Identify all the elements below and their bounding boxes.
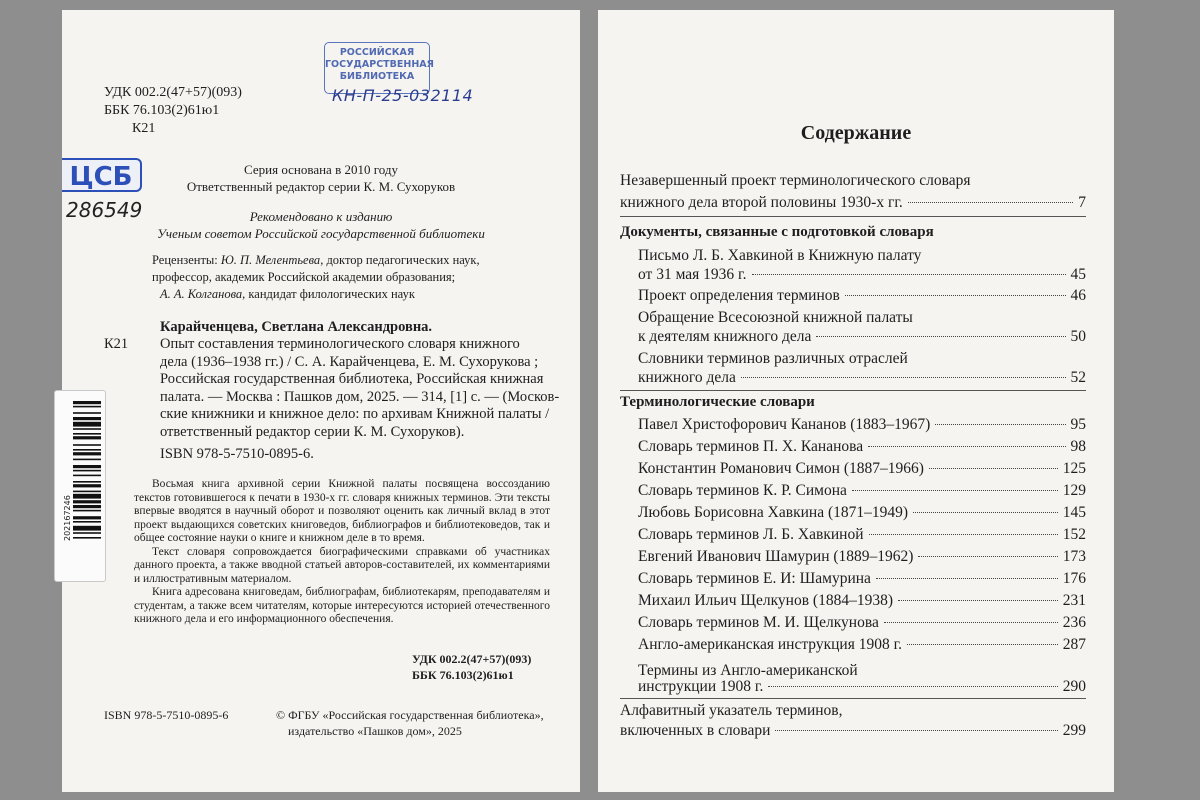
reviewer-2-name: А. А. Колганова (160, 287, 243, 301)
udk-code: УДК 002.2(47+57)(093) (104, 85, 242, 100)
toc-page: 98 (1070, 438, 1086, 455)
toc-page: 176 (1062, 570, 1086, 587)
toc-entry-index-line2 (620, 721, 1086, 740)
dot-leader (907, 644, 1058, 645)
dot-leader (816, 336, 1065, 337)
dot-leader (908, 202, 1073, 203)
reviewer-2 (160, 286, 415, 302)
toc-page: 46 (1070, 287, 1086, 304)
toc-page: 287 (1062, 636, 1086, 653)
dot-leader (752, 274, 1066, 275)
toc-entry (638, 591, 1086, 610)
toc-page: 152 (1062, 526, 1086, 543)
entry-line: Опыт составления терминологического словаря книжного (160, 336, 520, 352)
toc-entry: Термины из Англо-американской (638, 662, 858, 679)
annotation-paragraph: Книга адресована книговедам, библиографам, библиотекарям, преподавателям и студентам, а также всем читателям, которые интересуются историей отечественного книжного дела и его информационного обеспечения. (134, 586, 550, 625)
isbn-main: ISBN 978-5-7510-0895-6. (160, 446, 314, 462)
reviewer-1-title: , доктор педагогических наук, (320, 253, 480, 267)
divider (620, 390, 1086, 391)
dot-leader (852, 490, 1058, 491)
entry-line: палата. — Москва : Пашков дом, 2025. — 314, [1] с. — (Москов- (160, 388, 560, 405)
toc-title: Проект определения терминов (638, 287, 840, 304)
dot-leader (884, 622, 1058, 623)
annotation-paragraph: Текст словаря сопровождается биографическими справками об участниках данного проекта, а также вводной статьей авторов-составителей, их комментариями и иллюстративным материалом. (134, 545, 550, 585)
dot-leader (741, 377, 1066, 378)
toc-title: к деятелям книжного дела (638, 328, 812, 345)
barcode-icon (55, 391, 107, 583)
barcode-number: 202167246 (63, 495, 72, 541)
toc-page: 52 (1070, 369, 1086, 386)
reviewers-prefix: Рецензенты: (152, 253, 221, 267)
toc-title: книжного дела второй половины 1930-х гг. (620, 194, 903, 211)
toc-entry (638, 677, 1086, 696)
dot-leader (929, 468, 1058, 469)
dot-leader (775, 730, 1057, 731)
toc-page: 50 (1070, 328, 1086, 345)
left-page (62, 10, 580, 792)
entry-line: дела (1936–1938 гг.) / С. А. Карайченцева, Е. М. Сухорукова ; (160, 353, 539, 370)
series-founded: Серия основана в 2010 году (244, 162, 398, 177)
inventory-number: КН-П-25-032114 (332, 86, 474, 105)
toc-section-documents: Документы, связанные с подготовкой словаря (620, 224, 934, 240)
dot-leader (869, 534, 1058, 535)
udk-bottom: УДК 002.2(47+57)(093) (412, 652, 532, 666)
csb-stamp: ЦСБ (62, 158, 142, 192)
toc-title: Словарь терминов Е. И: Шамурина (638, 570, 871, 587)
toc-entry: Письмо Л. Б. Хавкиной в Книжную палату (638, 247, 922, 264)
toc-page: 45 (1070, 266, 1086, 283)
toc-title: Словарь терминов М. И. Щелкунова (638, 614, 879, 631)
isbn-bottom: ISBN 978-5-7510-0895-6 (104, 708, 229, 722)
reviewer-1-name: Ю. П. Мелентьева (220, 253, 321, 267)
toc-title: Евгений Иванович Шамурин (1889–1962) (638, 548, 914, 565)
entry-line: Российская государственная библиотека, Российская книжная (160, 371, 544, 387)
stamp-line: ГОСУДАРСТВЕННАЯ (325, 59, 434, 70)
toc-entry (638, 265, 1086, 284)
reviewer-1-line2: профессор, академик Российской академии образования; (152, 270, 456, 284)
toc-entry (638, 459, 1086, 478)
toc-page: 125 (1062, 460, 1086, 477)
toc-entry (638, 613, 1086, 632)
toc-title: Словарь терминов П. Х. Кананова (638, 438, 864, 455)
toc-page: 173 (1062, 548, 1086, 565)
toc-entry (638, 503, 1086, 522)
toc-page: 236 (1062, 614, 1086, 631)
toc-entry-index: Алфавитный указатель терминов, (620, 702, 843, 719)
divider (620, 216, 1086, 217)
toc-page: 7 (1078, 194, 1086, 211)
csb-number: 286549 (66, 198, 143, 222)
toc-entry (638, 286, 1086, 305)
toc-entry (638, 327, 1086, 346)
toc-page: 290 (1062, 678, 1086, 695)
stamp-line: БИБЛИОТЕКА (339, 71, 415, 82)
toc-page: 129 (1062, 482, 1086, 499)
dot-leader (918, 556, 1057, 557)
toc-page: 95 (1070, 416, 1086, 433)
copyright-line: издательство «Пашков дом», 2025 (288, 724, 462, 738)
right-page (598, 10, 1114, 792)
toc-heading: Содержание (800, 122, 912, 144)
copyright-line: © ФГБУ «Российская государственная библиотека», (276, 708, 544, 722)
stamp-line: РОССИЙСКАЯ (339, 47, 415, 58)
toc-title: книжного дела (638, 369, 736, 386)
toc-entry (638, 415, 1086, 434)
toc-title: Любовь Борисовна Хавкина (1871–1949) (638, 504, 909, 521)
annotation-paragraph: Восьмая книга архивной серии Книжной палаты посвящена воссозданию текстов готовившегося к печати в 1930-х гг. словаря книжных терминов. Эти тексты впервые вводятся в научный оборот и позволяют оценить как личный вклад в этот проект выдающихся советских книговедов, библиографов и библиотековедов, так и общее состояние науки о книге и книжном деле в то время. (134, 478, 550, 544)
entry-author: Карайченцева, Светлана Александровна. (160, 319, 433, 335)
toc-title: Словарь терминов Л. Б. Хавкиной (638, 526, 864, 543)
toc-entry (638, 569, 1086, 588)
toc-entry: Обращение Всесоюзной книжной палаты (638, 309, 913, 326)
dot-leader (845, 295, 1066, 296)
toc-section-dictionaries: Терминологические словари (620, 394, 815, 410)
dot-leader (935, 424, 1065, 425)
toc-entry-intro: Незавершенный проект терминологического словаря (620, 172, 971, 189)
entry-line: ответственный редактор серии К. М. Сухоруков). (160, 423, 465, 440)
bbk-code: ББК 76.103(2)61ю1 (104, 103, 220, 118)
reviewer-2-title: , кандидат филологических наук (242, 287, 415, 301)
recommended-by: Ученым советом Российской государственной библиотеки (157, 226, 485, 241)
toc-title: инструкции 1908 г. (638, 678, 764, 695)
entry-line: ские книжники и книжное дело: по архивам Книжной палаты / (160, 406, 550, 422)
toc-title: включенных в словари (620, 722, 771, 739)
barcode-sticker (54, 390, 106, 582)
toc-title: Павел Христофорович Кананов (1883–1967) (638, 416, 931, 433)
toc-entry (638, 437, 1086, 456)
series-editor: Ответственный редактор серии К. М. Сухоруков (186, 179, 456, 194)
toc-entry (638, 635, 1086, 654)
toc-title: Англо-американская инструкция 1908 г. (638, 636, 903, 653)
toc-title: Михаил Ильич Щелкунов (1884–1938) (638, 592, 893, 609)
dot-leader (876, 578, 1058, 579)
dot-leader (898, 600, 1058, 601)
entry-mark: К21 (104, 336, 129, 352)
toc-page: 231 (1062, 592, 1086, 609)
bbk-bottom: ББК 76.103(2)61ю1 (412, 668, 514, 682)
toc-title: от 31 мая 1936 г. (638, 266, 747, 283)
toc-page: 299 (1062, 722, 1086, 739)
toc-entry (638, 368, 1086, 387)
author-mark: К21 (132, 121, 156, 136)
toc-title: Константин Романович Симон (1887–1966) (638, 460, 924, 477)
divider (620, 698, 1086, 699)
toc-entry-intro-line2 (620, 193, 1086, 212)
reviewer-1 (152, 252, 480, 268)
dot-leader (768, 686, 1057, 687)
toc-entry (638, 525, 1086, 544)
toc-page: 145 (1062, 504, 1086, 521)
toc-title: Словарь терминов К. Р. Симона (638, 482, 847, 499)
toc-entry: Словники терминов различных отраслей (638, 350, 908, 367)
toc-entry (638, 547, 1086, 566)
dot-leader (913, 512, 1058, 513)
annotation (134, 478, 550, 627)
recommended-line: Рекомендовано к изданию (249, 209, 393, 224)
toc-entry (638, 481, 1086, 500)
dot-leader (868, 446, 1065, 447)
